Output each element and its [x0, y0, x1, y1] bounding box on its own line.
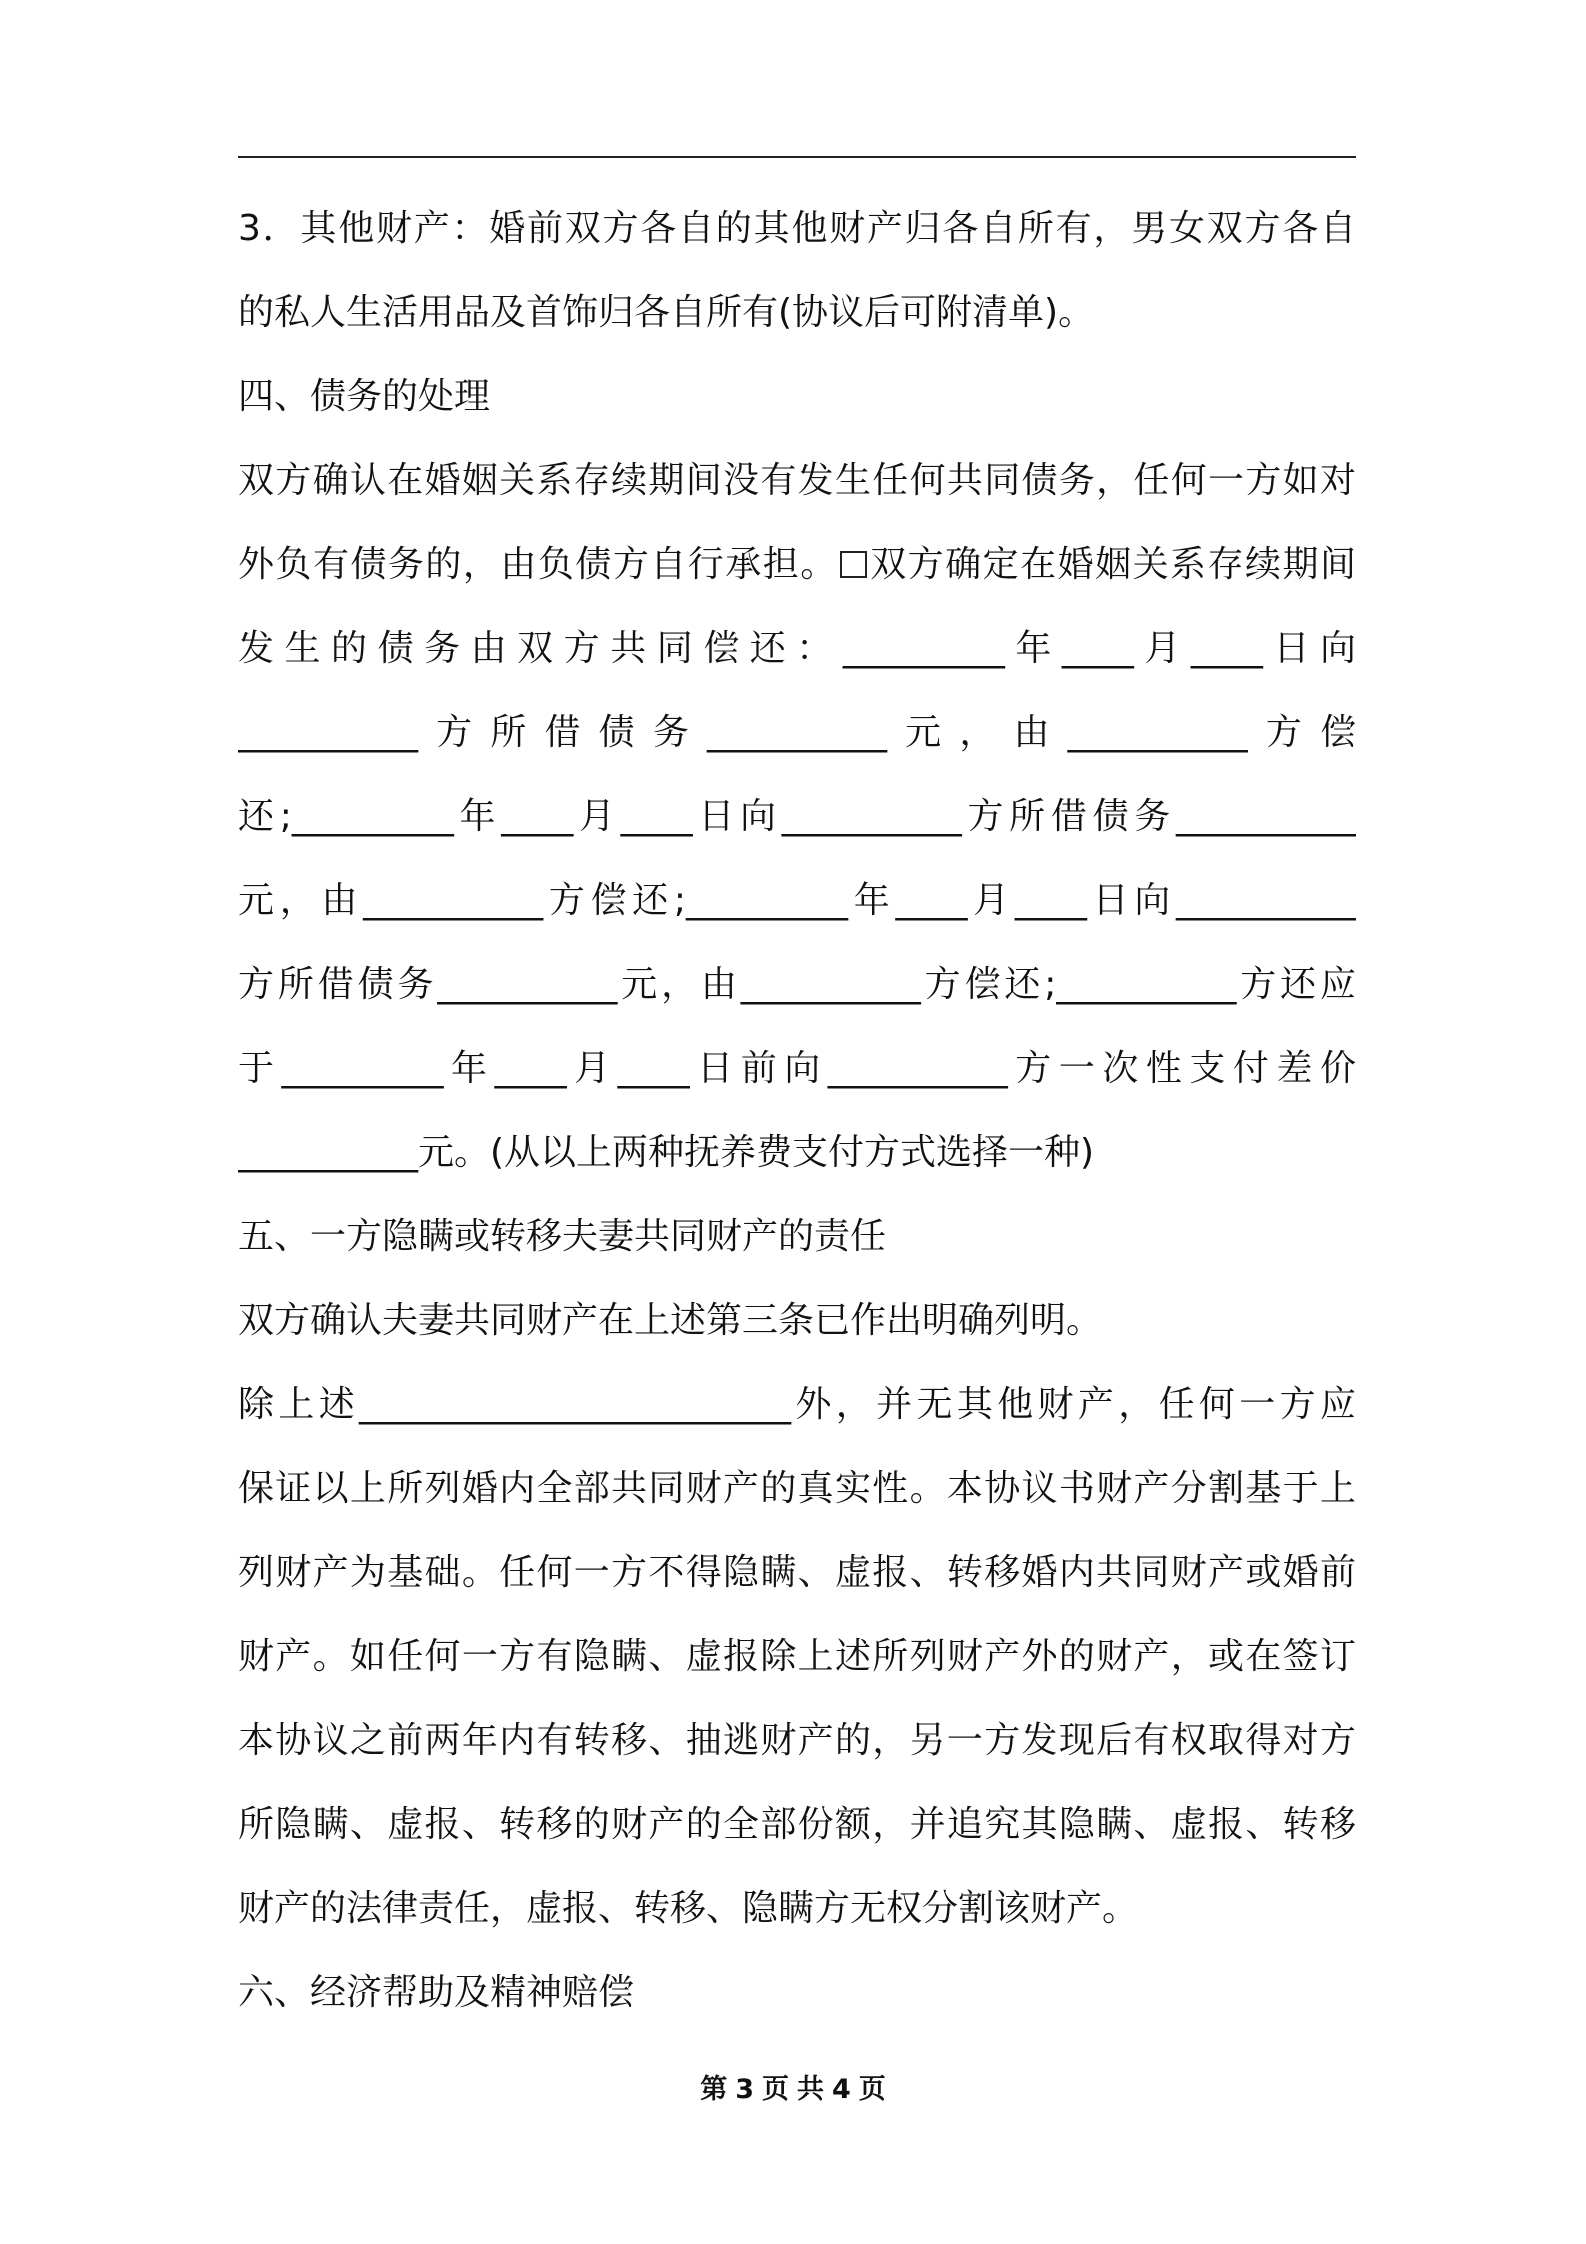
paragraph-line: 除上述________________________外，并无其他财产，任何一方应 — [238, 1384, 1356, 1425]
paragraph-line: 于_________年____月____日前向__________方一次性支付差价 — [238, 1048, 1356, 1089]
page-footer — [0, 2070, 1586, 2110]
paragraph-line: 的私人生活用品及首饰归各自所有(协议后可附清单)。 — [238, 292, 1095, 333]
paragraph-text: 外负有债务的，由负债方自行承担。 — [238, 544, 838, 585]
paragraph-line: 发生的债务由双方共同偿还：_________年____月____日向 — [238, 628, 1356, 669]
paragraph-line — [238, 535, 1356, 595]
paragraph-line: 双方确认在婚姻关系存续期间没有发生任何共同债务，任何一方如对 — [238, 460, 1356, 501]
paragraph-line: 元，由__________方偿还;_________年____月____日向__________ — [238, 880, 1356, 921]
footer-text: 页 — [858, 2074, 886, 2105]
paragraph-line: 保证以上所列婚内全部共同财产的真实性。本协议书财产分割基于上 — [238, 1468, 1356, 1509]
total-pages-number: 4 — [832, 2074, 851, 2105]
paragraph-line: 方所借债务__________元，由__________方偿还;__________方还应 — [238, 964, 1356, 1005]
paragraph-line: 列财产为基础。任何一方不得隐瞒、虚报、转移婚内共同财产或婚前 — [238, 1552, 1356, 1593]
paragraph-line: 财产。如任何一方有隐瞒、虚报除上述所列财产外的财产，或在签订 — [238, 1636, 1356, 1677]
current-page-number: 3 — [735, 2074, 754, 2105]
paragraph-line: 3．其他财产：婚前双方各自的其他财产归各自所有，男女双方各自 — [238, 208, 1356, 249]
footer-text: 共 — [797, 2074, 824, 2105]
checkbox-icon — [840, 551, 867, 578]
paragraph-line: 双方确认夫妻共同财产在上述第三条已作出明确列明。 — [238, 1300, 1103, 1341]
paragraph-line: __________元。(从以上两种抚养费支付方式选择一种) — [238, 1132, 1095, 1173]
section-heading: 五、一方隐瞒或转移夫妻共同财产的责任 — [238, 1216, 887, 1257]
footer-text: 第 — [700, 2074, 728, 2105]
section-heading: 四、债务的处理 — [238, 376, 491, 417]
paragraph-line: __________方所借债务__________元，由__________方偿 — [238, 712, 1356, 753]
footer-text: 页 — [762, 2074, 789, 2105]
paragraph-line: 财产的法律责任，虚报、转移、隐瞒方无权分割该财产。 — [238, 1888, 1139, 1929]
header-rule — [238, 156, 1356, 158]
paragraph-line: 所隐瞒、虚报、转移的财产的全部份额，并追究其隐瞒、虚报、转移 — [238, 1804, 1356, 1845]
paragraph-line: 本协议之前两年内有转移、抽逃财产的，另一方发现后有权取得对方 — [238, 1720, 1356, 1761]
paragraph-text: 双方确定在婚姻关系存续期间 — [868, 544, 1356, 585]
section-heading: 六、经济帮助及精神赔偿 — [238, 1972, 635, 2013]
paragraph-line: 还;_________年____月____日向__________方所借债务__________ — [238, 796, 1356, 837]
